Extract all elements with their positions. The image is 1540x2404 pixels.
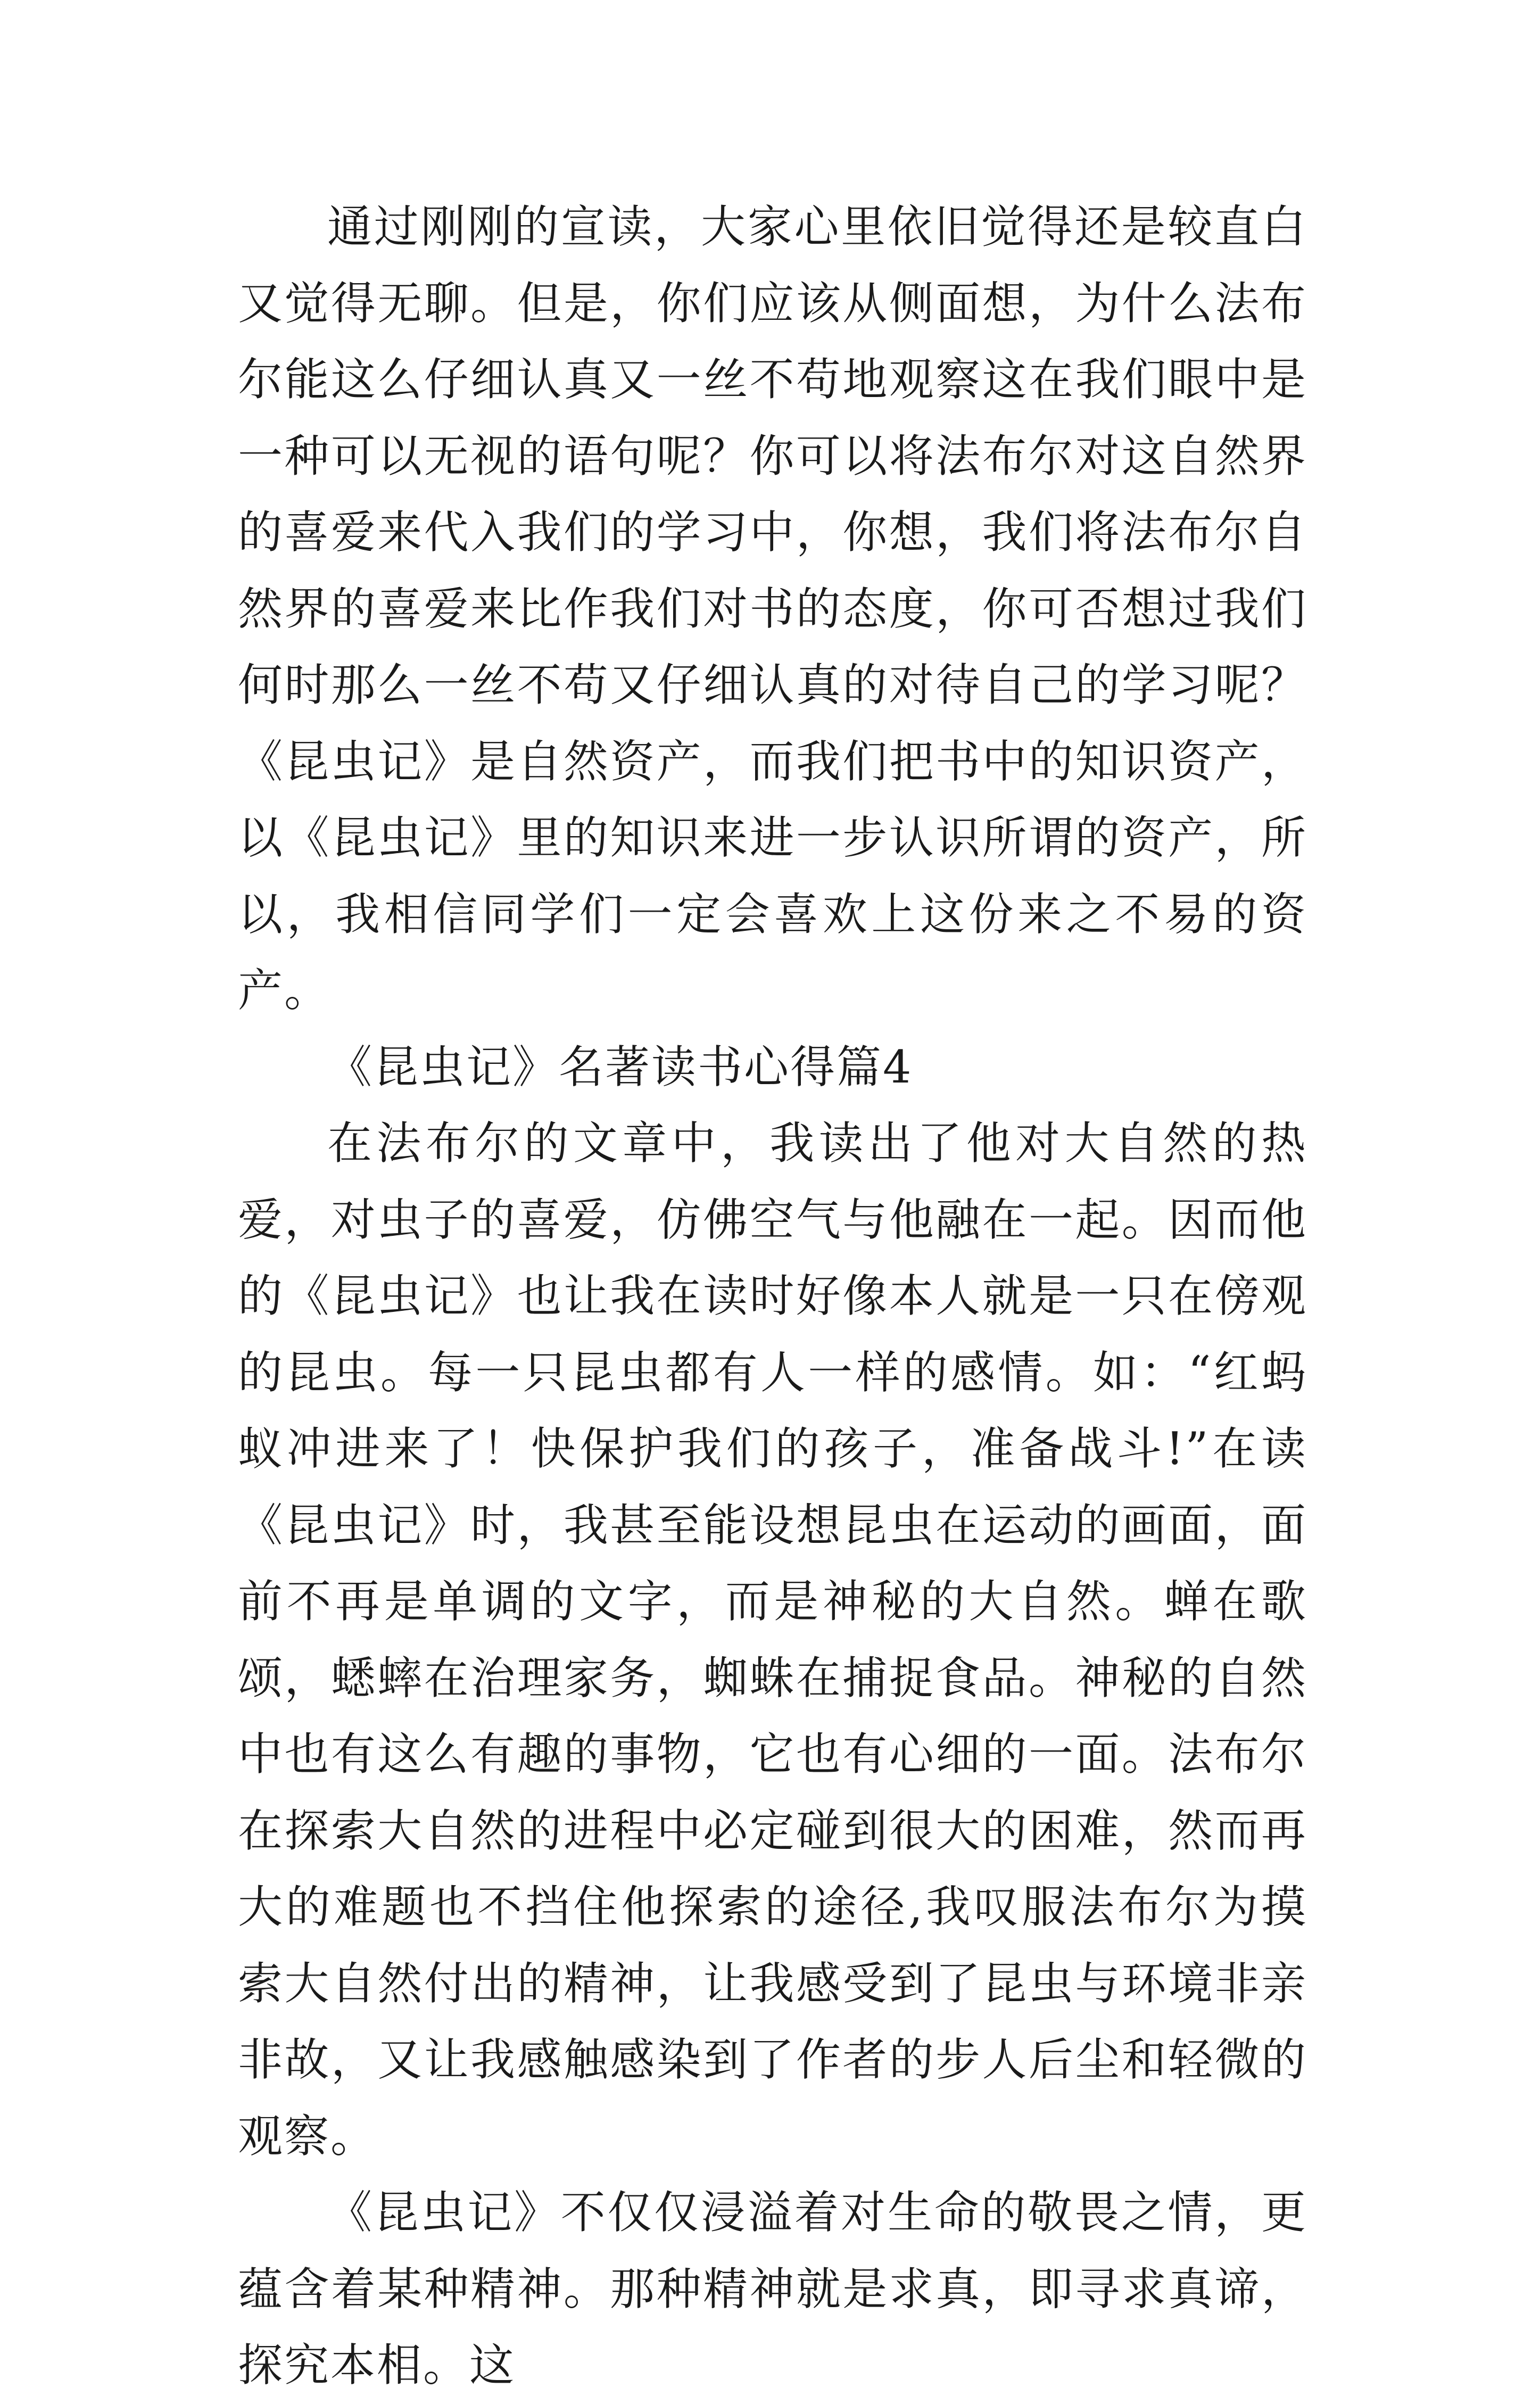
section-heading: 《昆虫记》名著读书心得篇4 (327, 1040, 913, 1093)
document-body (238, 189, 1307, 2404)
paragraph: 《昆虫记》不仅仅浸溢着对生命的敬畏之情，更蕴含着某种精神。那种精神就是求真，即寻求真谛，探究本相。这 (238, 2186, 1307, 2391)
paragraph: 通过刚刚的宣读，大家心里依旧觉得还是较直白又觉得无聊。但是，你们应该从侧面想，为什么法布尔能这么仔细认真又一丝不苟地观察这在我们眼中是一种可以无视的语句呢？你可以将法布尔对这自然界的喜爱来代入我们的学习中，你想，我们将法布尔自然界的喜爱来比作我们对书的态度，你可否想过我们何时那么一丝不苟又仔细认真的对待自己的学习呢？《昆虫记》是自然资产，而我们把书中的知识资产，以《昆虫记》里的知识来进一步认识所谓的资产，所以，我相信同学们一定会喜欢上这份来之不易的资产。 (238, 201, 1307, 1017)
paragraph: 在法布尔的文章中，我读出了他对大自然的热爱，对虫子的喜爱，仿佛空气与他融在一起。因而他的《昆虫记》也让我在读时好像本人就是一只在傍观的昆虫。每一只昆虫都有人一样的感情。如：“红蚂蚁冲进来了！快保护我们的孩子，准备战斗!”在读《昆虫记》时，我甚至能设想昆虫在运动的画面，面前不再是单调的文字，而是神秘的大自然。蝉在歌颂，蟋蟀在治理家务，蜘蛛在捕捉食品。神秘的自然中也有这么有趣的事物，它也有心细的一面。法布尔在探索大自然的进程中必定碰到很大的困难，然而再大的难题也不挡住他探索的途径,我叹服法布尔为摸索大自然付出的精神，让我感受到了昆虫与环境非亲非故，又让我感触感染到了作者的步人后尘和轻微的观察。 (238, 1117, 1307, 2162)
